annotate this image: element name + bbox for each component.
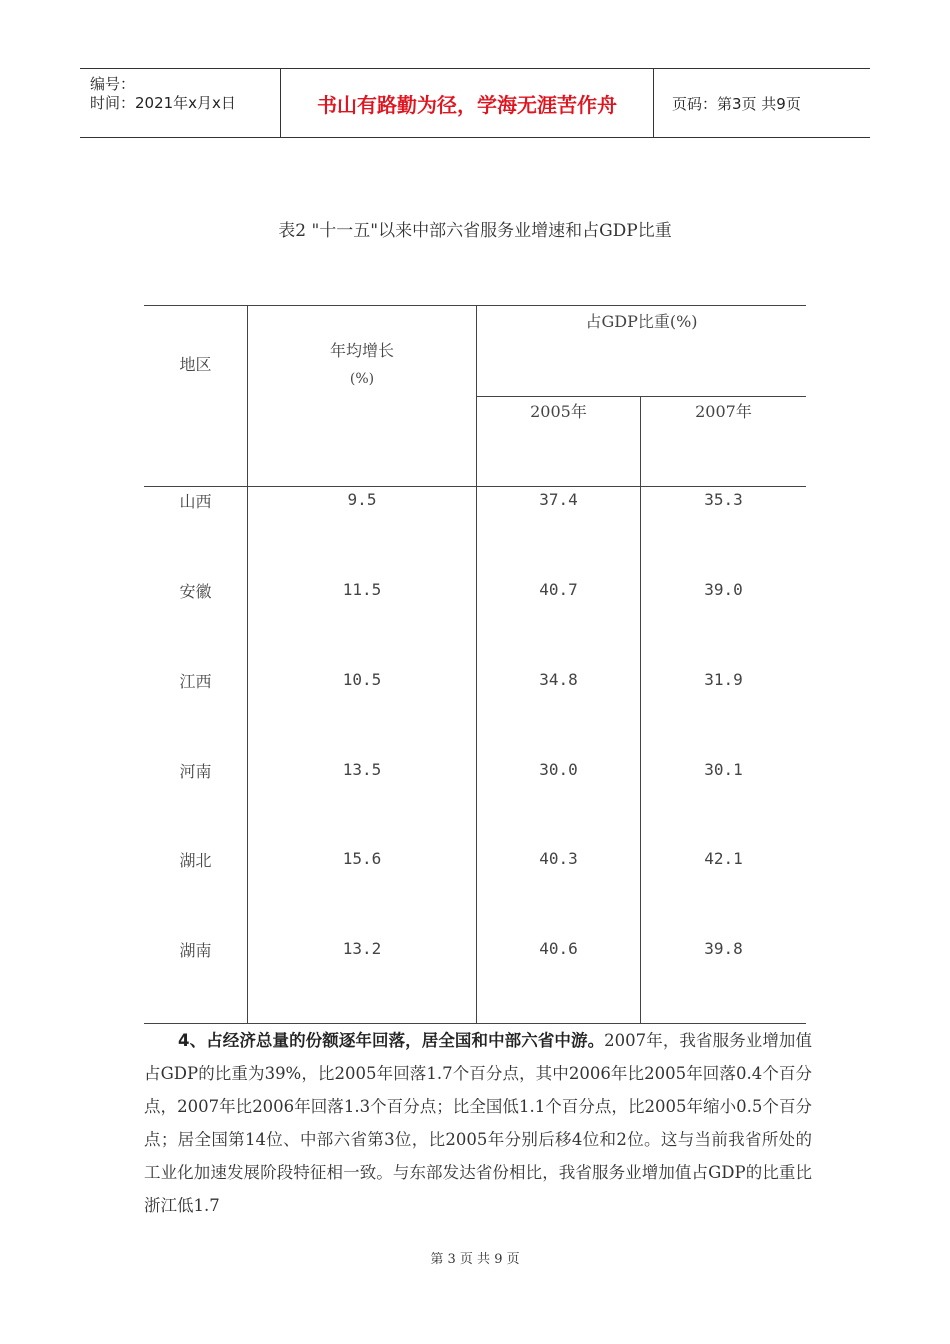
header-2007: 2007年 bbox=[695, 402, 752, 421]
cell-growth: 15.6 bbox=[342, 849, 382, 868]
cell-share-2007: 39.0 bbox=[704, 580, 743, 599]
cell-share-2007: 39.8 bbox=[704, 939, 743, 958]
cell-share-2005: 37.4 bbox=[539, 490, 578, 509]
header-meta bbox=[80, 69, 281, 137]
cell-growth: 13.5 bbox=[342, 760, 382, 779]
cell-share-2007: 30.1 bbox=[704, 760, 743, 779]
page-header bbox=[80, 68, 870, 138]
cell-share-2007: 42.1 bbox=[704, 849, 743, 868]
page-footer: 第 3 页 共 9 页 bbox=[430, 1252, 520, 1267]
cell-share-2005: 40.7 bbox=[539, 580, 578, 599]
cell-growth: 13.2 bbox=[342, 939, 382, 958]
header-2005: 2005年 bbox=[530, 402, 587, 421]
body-paragraph bbox=[144, 1024, 812, 1222]
table-header-rule bbox=[144, 486, 806, 487]
cell-share-2005: 40.6 bbox=[539, 939, 578, 958]
header-growth: 年均增长 bbox=[329, 341, 394, 360]
table-col-divider bbox=[247, 305, 248, 1024]
header-motto: 书山有路勤为径，学海无涯苦作舟 bbox=[281, 69, 654, 137]
table-sub-rule bbox=[477, 396, 806, 397]
header-share: 占GDP比重(%) bbox=[585, 312, 698, 331]
table-top-rule bbox=[144, 305, 806, 306]
cell-share-2007: 35.3 bbox=[704, 490, 743, 509]
table-caption: 表2 "十一五"以来中部六省服务业增速和占GDP比重 bbox=[278, 221, 672, 241]
cell-region: 山西 bbox=[179, 492, 212, 511]
cell-share-2005: 34.8 bbox=[539, 670, 578, 689]
time-label: 时间：2021年x月x日 bbox=[90, 94, 236, 112]
header-growth-unit: (%) bbox=[349, 371, 375, 387]
number-label: 编号： bbox=[90, 75, 136, 93]
cell-region: 江西 bbox=[179, 672, 212, 691]
cell-share-2007: 31.9 bbox=[704, 670, 743, 689]
cell-share-2005: 40.3 bbox=[539, 849, 578, 868]
cell-share-2005: 30.0 bbox=[539, 760, 578, 779]
cell-region: 湖北 bbox=[179, 851, 212, 870]
cell-region: 安徽 bbox=[179, 582, 212, 601]
header-region: 地区 bbox=[179, 355, 212, 374]
cell-growth: 9.5 bbox=[347, 490, 377, 509]
header-page-info: 页码：第3页 共9页 bbox=[672, 94, 801, 113]
cell-growth: 10.5 bbox=[342, 670, 382, 689]
cell-region: 河南 bbox=[179, 762, 212, 781]
paragraph-body: 2007年，我省服务业增加值占GDP的比重为39%，比2005年回落1.7个百分点，其中2006年比2005年回落0.4个百分点，2007年比2006年回落1.3个百分点；比全国低1.1个百分点，比2005年缩小0.5个百分点；居全国第14位、中部六省第3位，比2005年分别后移4位和2位。这与当前我省所处的工业化加速发展阶段特征相一致。与东部发达省份相比，我省服务业增加值占GDP的比重比浙江低1.7 bbox=[144, 1031, 813, 1215]
cell-region: 湖南 bbox=[179, 941, 212, 960]
paragraph-lead: 4、占经济总量的份额逐年回落，居全国和中部六省中游。 bbox=[178, 1031, 605, 1050]
cell-growth: 11.5 bbox=[342, 580, 382, 599]
